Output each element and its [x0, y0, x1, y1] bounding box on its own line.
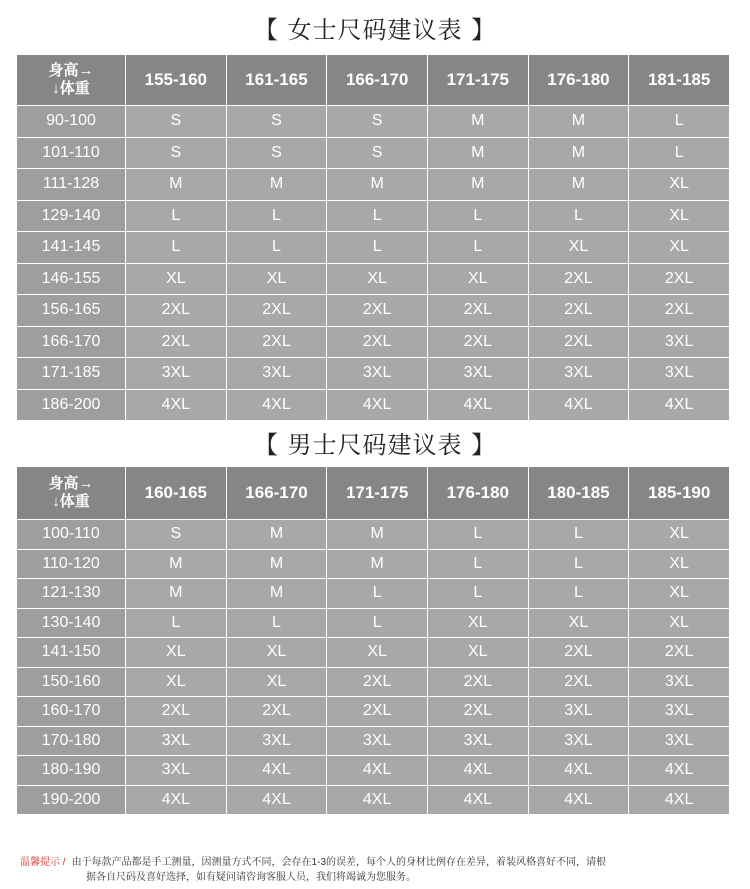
- size-cell: 4XL: [427, 785, 528, 815]
- size-cell: 3XL: [427, 358, 528, 390]
- size-cell: XL: [427, 638, 528, 668]
- size-cell: 4XL: [427, 389, 528, 421]
- table-row: [17, 549, 730, 579]
- height-axis-label: 身高→: [48, 62, 94, 79]
- men-size-table: [16, 466, 730, 815]
- men-size-title: 【 男士尺码建议表 】: [253, 431, 497, 459]
- table-row: [17, 200, 730, 232]
- size-cell: M: [126, 169, 227, 201]
- weight-row-header: 129-140: [17, 200, 126, 232]
- size-cell: M: [327, 520, 428, 550]
- height-column-header: 160-165: [126, 467, 227, 520]
- weight-row-header: 141-145: [17, 232, 126, 264]
- size-cell: 4XL: [528, 756, 629, 786]
- size-cell: 2XL: [427, 667, 528, 697]
- size-cell: 3XL: [629, 358, 730, 390]
- size-cell: L: [427, 549, 528, 579]
- size-cell: XL: [528, 608, 629, 638]
- size-cell: 2XL: [427, 697, 528, 727]
- weight-axis-label: ↓体重: [52, 493, 90, 510]
- size-cell: XL: [327, 638, 428, 668]
- height-weight-corner: [17, 467, 126, 520]
- size-cell: 4XL: [226, 785, 327, 815]
- weight-row-header: 110-120: [17, 549, 126, 579]
- table-row: [17, 358, 730, 390]
- size-cell: L: [126, 232, 227, 264]
- size-cell: M: [327, 169, 428, 201]
- size-cell: 4XL: [327, 389, 428, 421]
- weight-row-header: 186-200: [17, 389, 126, 421]
- size-cell: L: [427, 232, 528, 264]
- size-cell: 2XL: [126, 295, 227, 327]
- size-cell: XL: [629, 200, 730, 232]
- size-cell: M: [528, 106, 629, 138]
- size-cell: L: [528, 200, 629, 232]
- size-cell: 2XL: [528, 638, 629, 668]
- table-row: [17, 520, 730, 550]
- size-cell: 2XL: [126, 326, 227, 358]
- table-row: [17, 638, 730, 668]
- size-cell: 2XL: [327, 295, 428, 327]
- size-cell: L: [327, 232, 428, 264]
- size-cell: S: [226, 106, 327, 138]
- size-cell: 2XL: [629, 295, 730, 327]
- size-cell: 3XL: [226, 358, 327, 390]
- size-cell: XL: [226, 667, 327, 697]
- size-cell: L: [528, 520, 629, 550]
- size-cell: 4XL: [629, 756, 730, 786]
- table-row: [17, 667, 730, 697]
- size-cell: XL: [126, 638, 227, 668]
- height-column-header: 181-185: [629, 55, 730, 106]
- size-cell: S: [126, 106, 227, 138]
- size-cell: L: [126, 200, 227, 232]
- size-cell: M: [226, 549, 327, 579]
- size-cell: XL: [629, 549, 730, 579]
- size-cell: M: [528, 169, 629, 201]
- size-cell: 4XL: [226, 756, 327, 786]
- size-cell: S: [327, 106, 428, 138]
- height-column-header: 166-170: [226, 467, 327, 520]
- size-cell: XL: [629, 608, 730, 638]
- reminder-note: [20, 855, 735, 885]
- weight-row-header: 171-185: [17, 358, 126, 390]
- size-cell: L: [226, 232, 327, 264]
- size-cell: L: [427, 520, 528, 550]
- weight-row-header: 111-128: [17, 169, 126, 201]
- size-cell: 2XL: [327, 326, 428, 358]
- weight-row-header: 160-170: [17, 697, 126, 727]
- size-cell: 2XL: [629, 263, 730, 295]
- size-cell: XL: [226, 638, 327, 668]
- men-header-row: [17, 467, 730, 520]
- table-row: [17, 232, 730, 264]
- size-cell: 3XL: [126, 726, 227, 756]
- size-cell: XL: [327, 263, 428, 295]
- table-row: [17, 263, 730, 295]
- height-weight-corner: [17, 55, 126, 106]
- size-cell: 4XL: [629, 785, 730, 815]
- height-column-header: 171-175: [427, 55, 528, 106]
- height-column-header: 180-185: [528, 467, 629, 520]
- table-row: [17, 726, 730, 756]
- weight-row-header: 141-150: [17, 638, 126, 668]
- size-cell: L: [528, 579, 629, 609]
- size-cell: 2XL: [427, 326, 528, 358]
- table-row: [17, 137, 730, 169]
- size-cell: 2XL: [226, 326, 327, 358]
- size-cell: 3XL: [226, 726, 327, 756]
- size-cell: 2XL: [226, 697, 327, 727]
- weight-row-header: 90-100: [17, 106, 126, 138]
- size-cell: XL: [629, 520, 730, 550]
- height-column-header: 155-160: [126, 55, 227, 106]
- size-cell: M: [427, 137, 528, 169]
- size-cell: M: [226, 169, 327, 201]
- size-cell: L: [528, 549, 629, 579]
- size-cell: M: [528, 137, 629, 169]
- size-cell: L: [327, 608, 428, 638]
- table-row: [17, 389, 730, 421]
- size-cell: XL: [427, 263, 528, 295]
- size-cell: 3XL: [528, 697, 629, 727]
- size-cell: M: [226, 579, 327, 609]
- size-cell: XL: [427, 608, 528, 638]
- table-row: [17, 326, 730, 358]
- women-size-table: [16, 54, 730, 421]
- table-row: [17, 295, 730, 327]
- height-column-header: 185-190: [629, 467, 730, 520]
- size-cell: 4XL: [327, 756, 428, 786]
- size-cell: S: [327, 137, 428, 169]
- table-row: [17, 697, 730, 727]
- size-cell: L: [629, 137, 730, 169]
- size-cell: 4XL: [528, 785, 629, 815]
- size-cell: XL: [629, 169, 730, 201]
- weight-row-header: 166-170: [17, 326, 126, 358]
- size-cell: L: [226, 608, 327, 638]
- size-cell: 4XL: [126, 785, 227, 815]
- weight-row-header: 121-130: [17, 579, 126, 609]
- size-cell: S: [226, 137, 327, 169]
- size-cell: 2XL: [327, 667, 428, 697]
- size-cell: L: [629, 106, 730, 138]
- weight-row-header: 170-180: [17, 726, 126, 756]
- size-cell: 3XL: [327, 726, 428, 756]
- size-cell: 3XL: [126, 358, 227, 390]
- table-row: [17, 169, 730, 201]
- size-cell: M: [327, 549, 428, 579]
- reminder-line-2: 据各自尺码及喜好选择，如有疑问请咨询客服人员，我们将竭诚为您服务。: [86, 872, 416, 883]
- height-column-header: 161-165: [226, 55, 327, 106]
- size-cell: 3XL: [126, 756, 227, 786]
- reminder-line-1: 由于每款产品都是手工测量，因测量方式不同，会存在1-3的误差，每个人的身材比例存在差异，着装风格喜好不同，请根: [71, 857, 607, 868]
- size-cell: M: [427, 169, 528, 201]
- weight-row-header: 100-110: [17, 520, 126, 550]
- size-cell: M: [427, 106, 528, 138]
- size-cell: 4XL: [427, 756, 528, 786]
- size-cell: 4XL: [226, 389, 327, 421]
- size-cell: 3XL: [629, 667, 730, 697]
- table-row: [17, 579, 730, 609]
- size-cell: M: [226, 520, 327, 550]
- weight-row-header: 130-140: [17, 608, 126, 638]
- size-cell: 3XL: [629, 726, 730, 756]
- size-cell: 2XL: [629, 638, 730, 668]
- size-cell: M: [126, 549, 227, 579]
- height-column-header: 171-175: [327, 467, 428, 520]
- size-cell: XL: [126, 667, 227, 697]
- size-cell: S: [126, 520, 227, 550]
- height-column-header: 176-180: [427, 467, 528, 520]
- weight-axis-label: ↓体重: [52, 80, 90, 97]
- size-cell: L: [126, 608, 227, 638]
- size-cell: 4XL: [629, 389, 730, 421]
- table-row: [17, 756, 730, 786]
- height-axis-label: 身高→: [48, 475, 94, 492]
- size-cell: 4XL: [327, 785, 428, 815]
- table-row: [17, 608, 730, 638]
- size-cell: L: [327, 579, 428, 609]
- size-cell: S: [126, 137, 227, 169]
- weight-row-header: 146-155: [17, 263, 126, 295]
- table-row: [17, 785, 730, 815]
- size-cell: XL: [528, 232, 629, 264]
- weight-row-header: 180-190: [17, 756, 126, 786]
- size-cell: XL: [126, 263, 227, 295]
- size-cell: 3XL: [528, 358, 629, 390]
- size-cell: 2XL: [528, 295, 629, 327]
- size-cell: L: [427, 579, 528, 609]
- size-cell: XL: [629, 232, 730, 264]
- size-cell: 2XL: [528, 326, 629, 358]
- weight-row-header: 190-200: [17, 785, 126, 815]
- height-column-header: 176-180: [528, 55, 629, 106]
- size-cell: XL: [226, 263, 327, 295]
- size-cell: 2XL: [427, 295, 528, 327]
- size-cell: M: [126, 579, 227, 609]
- women-header-row: [17, 55, 730, 106]
- size-cell: 3XL: [528, 726, 629, 756]
- size-cell: L: [327, 200, 428, 232]
- size-cell: 2XL: [327, 697, 428, 727]
- weight-row-header: 101-110: [17, 137, 126, 169]
- weight-row-header: 156-165: [17, 295, 126, 327]
- reminder-label: 温馨提示 /: [20, 857, 66, 868]
- size-cell: 3XL: [327, 358, 428, 390]
- women-size-title: 【 女士尺码建议表 】: [253, 16, 497, 44]
- size-cell: L: [226, 200, 327, 232]
- table-row: [17, 106, 730, 138]
- size-cell: 3XL: [629, 697, 730, 727]
- size-cell: 2XL: [528, 667, 629, 697]
- size-cell: 4XL: [126, 389, 227, 421]
- weight-row-header: 150-160: [17, 667, 126, 697]
- size-cell: 3XL: [629, 326, 730, 358]
- size-cell: 2XL: [528, 263, 629, 295]
- size-cell: L: [427, 200, 528, 232]
- height-column-header: 166-170: [327, 55, 428, 106]
- size-cell: 3XL: [427, 726, 528, 756]
- size-cell: 4XL: [528, 389, 629, 421]
- size-cell: 2XL: [126, 697, 227, 727]
- size-cell: 2XL: [226, 295, 327, 327]
- size-cell: XL: [629, 579, 730, 609]
